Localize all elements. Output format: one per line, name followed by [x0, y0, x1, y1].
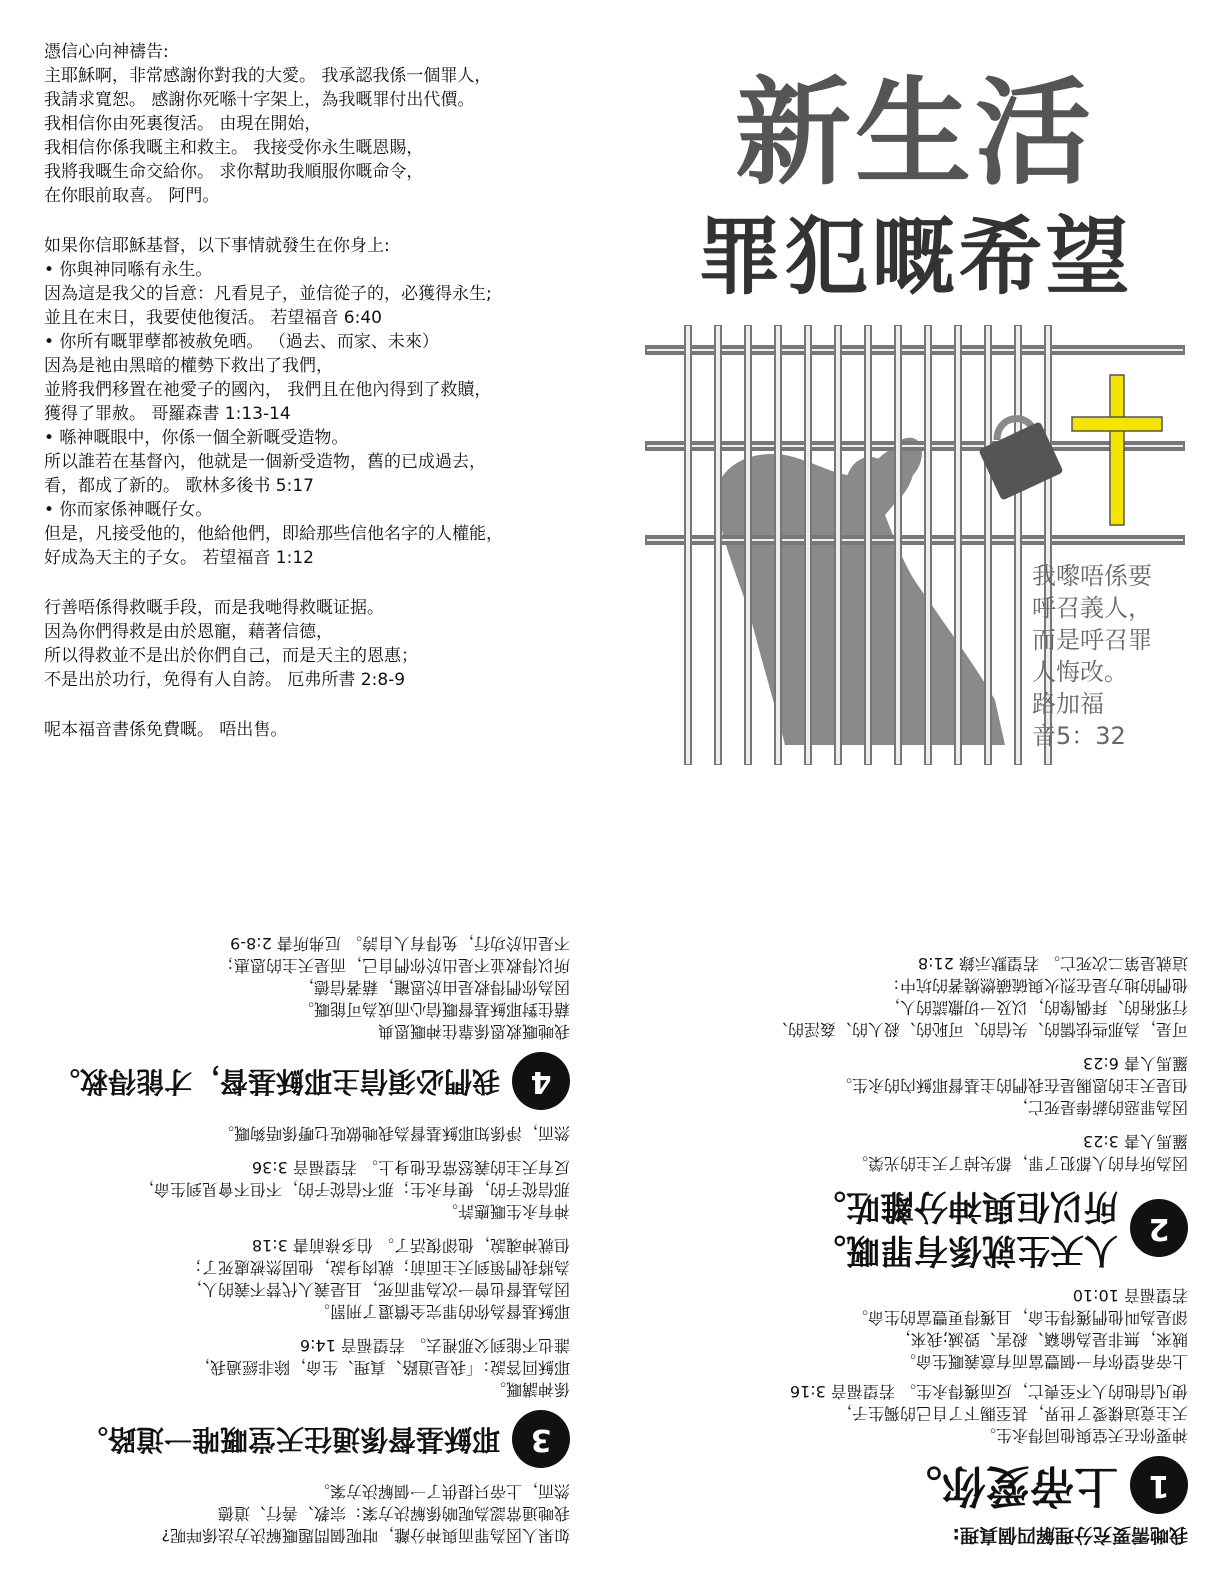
results-line: 看，都成了新的。 歌林多後书 5:17 [44, 476, 314, 496]
point3-intro [30, 1480, 570, 1546]
point3-number: 3 [512, 1410, 570, 1468]
point3-line: 然而，淨係知耶穌基督為我哋做咗乜嘢係唔夠嘅。 [217, 1124, 570, 1143]
results-line: • 喺神嘅眼中，你係一個全新嘅受造物。 [44, 428, 349, 448]
prison-bar [775, 325, 781, 765]
point2-line: 羅馬人書 6:23 [1082, 1054, 1188, 1073]
prayer-panel [44, 40, 604, 742]
prison-bar [835, 325, 841, 765]
point4-block [30, 932, 570, 1042]
truths-1-2-content [628, 926, 1198, 1560]
prayer-line: 在你眼前取喜。 阿門。 [44, 186, 220, 206]
truths-panel-3-4 [20, 800, 580, 1560]
prayer-line: 我相信你係我嘅主和救主。 我接受你永生嘅恩賜， [44, 138, 424, 158]
point3-line: 但就神魂說，他卻復活了。 伯多祿前書 3:18 [251, 1236, 570, 1255]
prison-bar [805, 325, 811, 765]
grace-line: 行善唔係得救嘅手段，而是我哋得救嘅证据。 [44, 598, 384, 618]
verse-line: 而是呼召罪 [1032, 626, 1152, 654]
point2-line: 羅馬人書 3:23 [1082, 1132, 1188, 1151]
point3-line: 耶穌回答說：「我是道路、真理、生命，除非經過我， [193, 1358, 570, 1377]
truths-intro: 我哋需要充分理解四個真理: [952, 1524, 1188, 1546]
point2-title [812, 1184, 1118, 1272]
point3-line: 我哋通常認為呢啲係解決方案：宗教、善行、道德 [217, 1504, 570, 1523]
point1-line: 賊來，無非是為偷竊、殺害、毀滅;我來， [894, 1330, 1188, 1349]
cover-panel [630, 20, 1200, 760]
point4-line: 我哋嘅救恩係靠住神嘅恩典 [377, 1022, 570, 1041]
prayer-line: 我相信你由死裏復活。 由現在開始， [44, 114, 322, 134]
results-line: 好成為天主的子女。 若望福音 1:12 [44, 548, 314, 568]
point4-line: 所以得救並不是出於你們自己，而是天主的恩惠； [217, 956, 570, 975]
point3-title: 耶穌基督係通往天堂嘅唯一道路。 [79, 1423, 500, 1456]
point1-heading [638, 1456, 1188, 1514]
point4-number: 4 [512, 1052, 570, 1110]
point3-block [30, 1334, 570, 1400]
point1-line: 神要你在天堂與他同得永生。 [979, 1426, 1188, 1445]
truths-panel-1-2 [628, 800, 1198, 1560]
cover-verse [1032, 560, 1182, 752]
results-line: 並將我們移置在祂愛子的國內， 我們且在他內得到了救贖， [44, 380, 492, 400]
point3-line: 那信從子的，便有永生；那不信從子的，不但不會見到生命， [137, 1180, 570, 1199]
point3-line: 然而，上帝只提供了一個解決方案。 [313, 1482, 570, 1501]
point2-line: 他們的地方是在烈火與硫磺燃燒著的坑中： [883, 976, 1188, 995]
results-line: 但是，凡接受他的，他給他們，即給那些信他名字的人權能， [44, 524, 503, 544]
point3-line: 係神講嘅。 [489, 1380, 570, 1399]
results-line: • 你所有嘅罪孽都被赦免晒。 （過去、而家、未來） [44, 332, 439, 352]
point1-line: 若望福音 10:10 [1072, 1286, 1188, 1305]
footer-note: 呢本福音書係免費嘅。 唔出售。 [44, 720, 288, 740]
results-line: • 你與神同喺有永生。 [44, 260, 213, 280]
cover-title: 新生活 [735, 66, 1095, 201]
point1-line: 天主竟這樣愛了世界，甚至賜下了自己的獨生子， [835, 1404, 1188, 1423]
point3-line: 如果人因為罪而與神分離，咁呢個問題嘅解決方法係咩呢? [161, 1526, 570, 1545]
prison-bar [865, 325, 871, 765]
prison-bar [925, 325, 931, 765]
results-line: 所以誰若在基督內，他就是一個新受造物，舊的已成過去， [44, 452, 486, 472]
results-line: 因為這是我父的旨意：凡看見子，並信從子的，必獲得永生; [44, 284, 492, 304]
point2-line: 因為所有的人都犯了罪，都失掉了天主的光榮。 [851, 1154, 1188, 1173]
verse-line: 音5：32 [1032, 722, 1126, 750]
point1-line: 卻是為叫他們獲得生命，且獲得更豐富的生命。 [851, 1308, 1188, 1327]
point1-line: 使凡信他的人不至喪亡，反而獲得永生。 若望福音 3:16 [789, 1382, 1188, 1401]
point2-block [638, 1052, 1188, 1118]
point2-line: 這就是第二次死亡。 若望默示錄 21:8 [917, 954, 1188, 973]
point1-line: 上帝希望你有一個豐富而有意義嘅生命。 [899, 1352, 1188, 1371]
prayer-line: 我將我嘅生命交給你。 求你幫助我順服你嘅命令， [44, 162, 424, 182]
point2-line: 但是天主的恩賜是在我們的主基督耶穌內的永生。 [835, 1076, 1188, 1095]
point3-line: 誰也不能到父那裡去。 若望福音 14:6 [299, 1336, 570, 1355]
point3-block [30, 1156, 570, 1222]
point2-block [638, 1130, 1188, 1174]
point3-block [30, 1234, 570, 1322]
results-line: • 你而家係神嘅仔女。 [44, 500, 213, 520]
prison-bar [685, 325, 691, 765]
grace-line: 所以得救並不是出於你們自己，而是天主的恩惠； [44, 646, 418, 666]
point4-line: 藉住對耶穌基督嘅信心而成為可能嘅。 [297, 1000, 570, 1019]
prayer-line: 主耶穌啊，非常感謝你對我的大愛。 我承認我係一個罪人， [44, 66, 492, 86]
point2-heading [638, 1184, 1188, 1272]
point1-text [638, 1284, 1188, 1446]
point4-title: 我們必須信主耶穌基督，才能得救。 [51, 1065, 500, 1098]
point3-line: 因為基督也曾一次為罪而死，且是義人代替不義的人， [185, 1280, 570, 1299]
point4-heading [30, 1052, 570, 1110]
prison-bar [985, 325, 991, 765]
point3-block [30, 1122, 570, 1144]
results-line: 獲得了罪赦。 哥羅森書 1:13-14 [44, 404, 291, 424]
point3-line: 神有永生嘅應許。 [441, 1202, 570, 1221]
point4-line: 不是出於功行，免得有人自誇。 厄弗所書 2:8-9 [230, 934, 570, 953]
point2-title-line: 人天生就係有罪嘅。 [812, 1230, 1118, 1270]
prayer-heading: 憑信心向神禱告: [44, 42, 169, 62]
prison-bar [895, 325, 901, 765]
prison-bar [715, 325, 721, 765]
point3-line: 為將我們領到天主面前；就肉身說，他固然被處死了； [185, 1258, 570, 1277]
point2-line: 因為罪惡的薪俸是死亡， [1011, 1098, 1188, 1117]
prison-bar [745, 325, 751, 765]
verse-line: 我嚟唔係要 [1032, 562, 1152, 590]
point3-heading [30, 1410, 570, 1468]
point2-number: 2 [1130, 1199, 1188, 1257]
results-line: 因為是祂由黑暗的權勢下救出了我們， [44, 356, 333, 376]
prison-bar [1015, 325, 1021, 765]
point1-title: 上帝愛你。 [898, 1460, 1118, 1511]
point2-title-line: 所以佢與神分離咗。 [812, 1186, 1118, 1226]
point2-line: 可是，為那些怯懦的、失信的、可恥的、殺人的、姦淫的、 [771, 1020, 1188, 1039]
point4-line: 因為你們得救是由於恩寵，藉著信德， [297, 978, 570, 997]
results-line: 並且在末日，我要使他復活。 若望福音 6:40 [44, 308, 382, 328]
point3-line: 反有天主的義怒常在他身上。 若望福音 3:36 [251, 1158, 570, 1177]
grace-line: 因為你們得救是由於恩寵，藉著信德， [44, 622, 333, 642]
results-line: 如果你信耶穌基督，以下事情就發生在你身上: [44, 236, 390, 256]
verse-line: 路加福 [1032, 690, 1104, 718]
cover-subtitle: 罪犯嘅希望 [697, 208, 1133, 306]
point1-number: 1 [1130, 1456, 1188, 1514]
prison-bar [955, 325, 961, 765]
verse-line: 呼召義人， [1032, 594, 1152, 622]
point3-line: 耶穌基督為你的罪完全償還了刑罰。 [313, 1302, 570, 1321]
point2-block [638, 952, 1188, 1040]
prayer-line: 我請求寬恕。 感謝你死喺十字架上，為我嘅罪付出代價。 [44, 90, 475, 110]
verse-line: 人悔改。 [1032, 658, 1128, 686]
point2-line: 行邪術的、拜偶像的，以及一切撒謊的人， [883, 998, 1188, 1017]
grace-line: 不是出於功行，免得有人自誇。 厄弗所書 2:8-9 [44, 670, 406, 690]
truths-3-4-content [20, 906, 580, 1560]
